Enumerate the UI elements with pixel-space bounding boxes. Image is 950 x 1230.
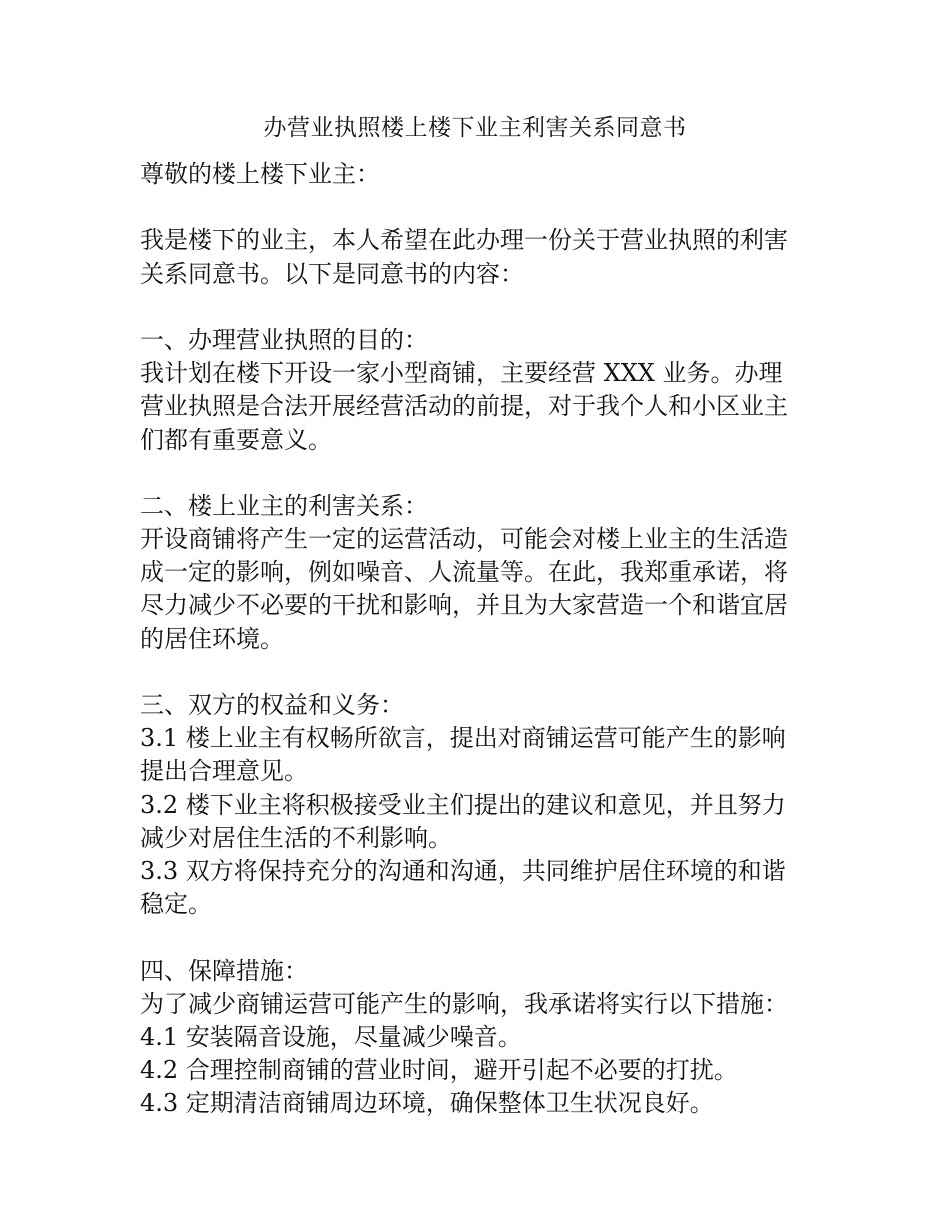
paragraph-line: 3.2 楼下业主将积极接受业主们提出的建议和意见，并且努力 [140,790,786,819]
blank-line [140,656,820,689]
blank-line [140,291,820,324]
paragraph-line: 成一定的影响，例如噪音、人流量等。在此，我郑重承诺，将 [140,558,788,587]
paragraph-line: 3.3 双方将保持充分的沟通和沟通，共同维护居住环境的和谐 [140,856,786,885]
paragraph-line: 营业执照是合法开展经营活动的前提，对于我个人和小区业主 [140,392,788,421]
paragraph-line: 3.1 楼上业主有权畅所欲言，提出对商铺运营可能产生的影响 [140,724,786,753]
salutation: 尊敬的楼上楼下业主： [140,160,380,188]
paragraph-line: 减少对居住生活的不利影响。 [140,823,452,852]
paragraph-line: 尽力减少不必要的干扰和影响，并且为大家营造一个和谐宜居 [140,591,788,620]
section-heading-measures: 四、保障措施： [140,956,308,985]
paragraph-line: 的居住环境。 [140,624,284,653]
paragraph-line: 为了减少商铺运营可能产生的影响，我承诺将实行以下措施： [140,989,788,1018]
section-heading-purpose: 一、办理营业执照的目的： [140,325,428,354]
paragraph-line: 4.1 安装隔音设施，尽量减少噪音。 [140,1022,522,1051]
document-body [140,158,820,1120]
paragraph-line: 提出合理意见。 [140,757,308,786]
paragraph-line: 开设商铺将产生一定的运营活动，可能会对楼上业主的生活造 [140,525,788,554]
intro-line: 我是楼下的业主，本人希望在此办理一份关于营业执照的利害 [140,226,788,255]
paragraph-line: 4.2 合理控制商铺的营业时间，避开引起不必要的打扰。 [140,1056,738,1085]
section-heading-interests: 二、楼上业主的利害关系： [140,491,428,520]
blank-line [140,191,820,224]
paragraph-line: 4.3 定期清洁商铺周边环境，确保整体卫生状况良好。 [140,1089,714,1118]
document-title: 办营业执照楼上楼下业主利害关系同意书 [263,115,687,141]
intro-line: 关系同意书。以下是同意书的内容： [140,259,524,288]
paragraph-line: 我计划在楼下开设一家小型商铺，主要经营 XXX 业务。办理 [140,359,783,388]
section-heading-rights: 三、双方的权益和义务： [140,691,404,719]
blank-line [140,921,820,954]
paragraph-line: 稳定。 [140,890,212,919]
blank-line [140,457,820,490]
paragraph-line: 们都有重要意义。 [140,425,332,454]
